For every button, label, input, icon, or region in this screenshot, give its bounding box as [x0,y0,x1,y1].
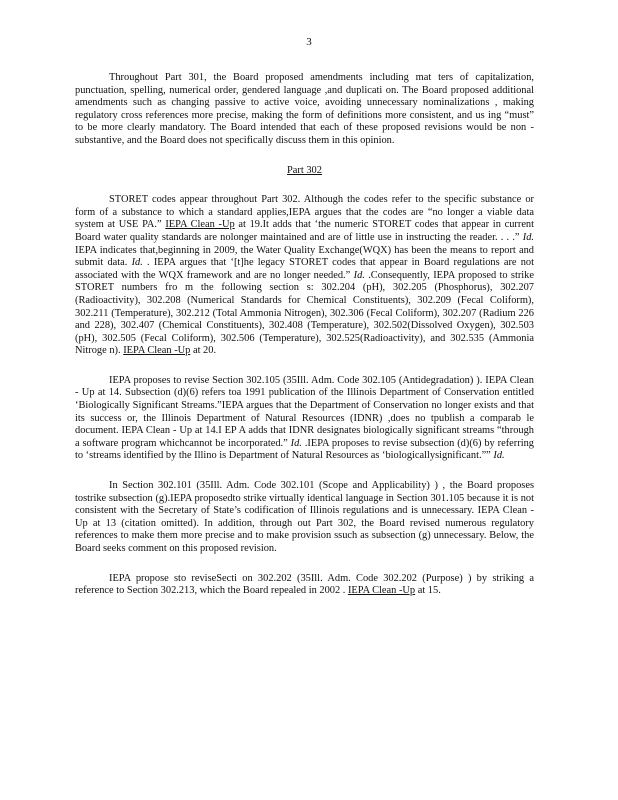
text-run: IEPA proposes to revise Section 302.105 (35Ill. Adm. Code 302.105 (Antidegradation) ). IEPA Clean - Up at 14. Subsection (d)(6) refers toa 1991 publication of the Illinois Department of Conservation entitled ‘Biologically Significant Streams.”IEPA argues that the Department of Conservation no longer exists and that its success or, the Illinois Department of Natural Resources (IDNR) ,does no tpublish a comparab le document. IEPA Clean - Up at 14.I EP A adds that IDNR designates biologically significant streams “through a software program whichcannot be incorporated.” [75,374,534,449]
text-run: . IEPA argues that ‘[t]he legacy STORET codes that appear in Board regulations are not associated with the WQX framework and are no longer needed.” [75,257,535,281]
document-body [75,72,534,615]
citation-underlined: IEPA Clean -Up [123,345,191,357]
paragraph-scope [75,480,534,556]
text-run: IEPA indicates that,beginning in 2009, the Water Quality Exchange(WQX) has been the means to report and submit data. [75,244,534,269]
citation-underlined: IEPA Clean -Up [165,219,235,231]
text-run: .Consequently, IEPA proposed to strike STORET numbers fro m the following section s: 302.204 (pH), 302.205 (Phosphorus), 302.207 (Radioactivity), 302.208 (Numerical Standards for Chemical Constituents), 302.209 (Fecal Coliform), 302.211 (Temperature), 302.212 (Total Ammonia Nitrogen), 302.306 (Fecal Coliform), 302.207 (Radium 226 and 228), 302.407 (Chemical Constituents), 302.408 (Temperature), 302.502(Dissolved Oxygen), 302.503 (pH), 302.505 (Fecal Coliform), 302.506 (Temperature), 302.525(Radioactivity), and 302.535 (Ammonia Nitroge n). [75,269,534,357]
text-run: .IEPA proposes to revise subsection (d)(6) by referring to ‘streams identified by the Illino is Department of Natural Resources as ‘biologicallysignificant.”” [75,437,534,462]
text-run: at 15. [415,585,441,597]
text-run: at 20. [190,345,217,357]
text-run: Throughout Part 301, the Board proposed amendments including mat ters of capitalization, punctuation, spelling, numerical order, gendered language ,and duplicati on. The Board proposed additional amendments such as changing passive to active voice, avoiding unnecessary nominalizations , making regulatory cross references more precise, making the form of definitions more consistent, and us ing “must” to be more clearly mandatory. The Board intended that each of these proposed revisions would be non -substantive, and the Board does not specifically discuss them in this opinion. [75,72,534,146]
page-number: 3 [306,36,312,48]
section-heading-text: Part 302 [287,164,322,176]
text-run: IEPA propose sto reviseSecti on 302.202 (35Ill. Adm. Code 302.202 (Purpose) ) by striking a reference to Section 302.213, which the Board repealed in 2002 . [75,572,534,597]
section-heading [75,165,534,178]
citation-id: Id. [131,257,143,269]
paragraph-storet [75,194,534,358]
paragraph-intro [75,72,534,148]
text-run: STORET codes appear throughout Part 302. Although the codes refer to the specific substance or form of a substance to which a standard applies,IEPA argues that the codes are “no longer a viable data system at USE PA.” [75,194,534,231]
citation-underlined: IEPA Clean -Up [347,585,416,597]
paragraph-antidegradation [75,375,534,463]
text-run: at 19.It adds that ‘the numeric STORET codes that appear in current Board water quality standards are nolonger maintained and are of little use in instructing the reader. . . .” [75,219,535,243]
paragraph-purpose [75,573,534,598]
citation-id: Id. [290,437,302,449]
text-run: In Section 302.101 (35Ill. Adm. Code 302.101 (Scope and Applicability) ) , the Board proposes tostrike subsection (g).IEPA proposedto strike virtually identical language in Section 301.105 because it is not consistent with the Secretary of State’s codification of Illinois regulations and is unnecessary. IEPA Clean - Up at 13 (citation omitted). In addition, through out Part 302, the Board revised numerous regulatory references to make them more precise and to make provision ssuch as subsection (g) unnecessary. Below, the Board seeks comment on this proposed revision. [75,480,534,554]
citation-id: Id. [522,231,534,243]
citation-id: Id. [493,450,505,462]
citation-id: Id. [353,269,365,281]
